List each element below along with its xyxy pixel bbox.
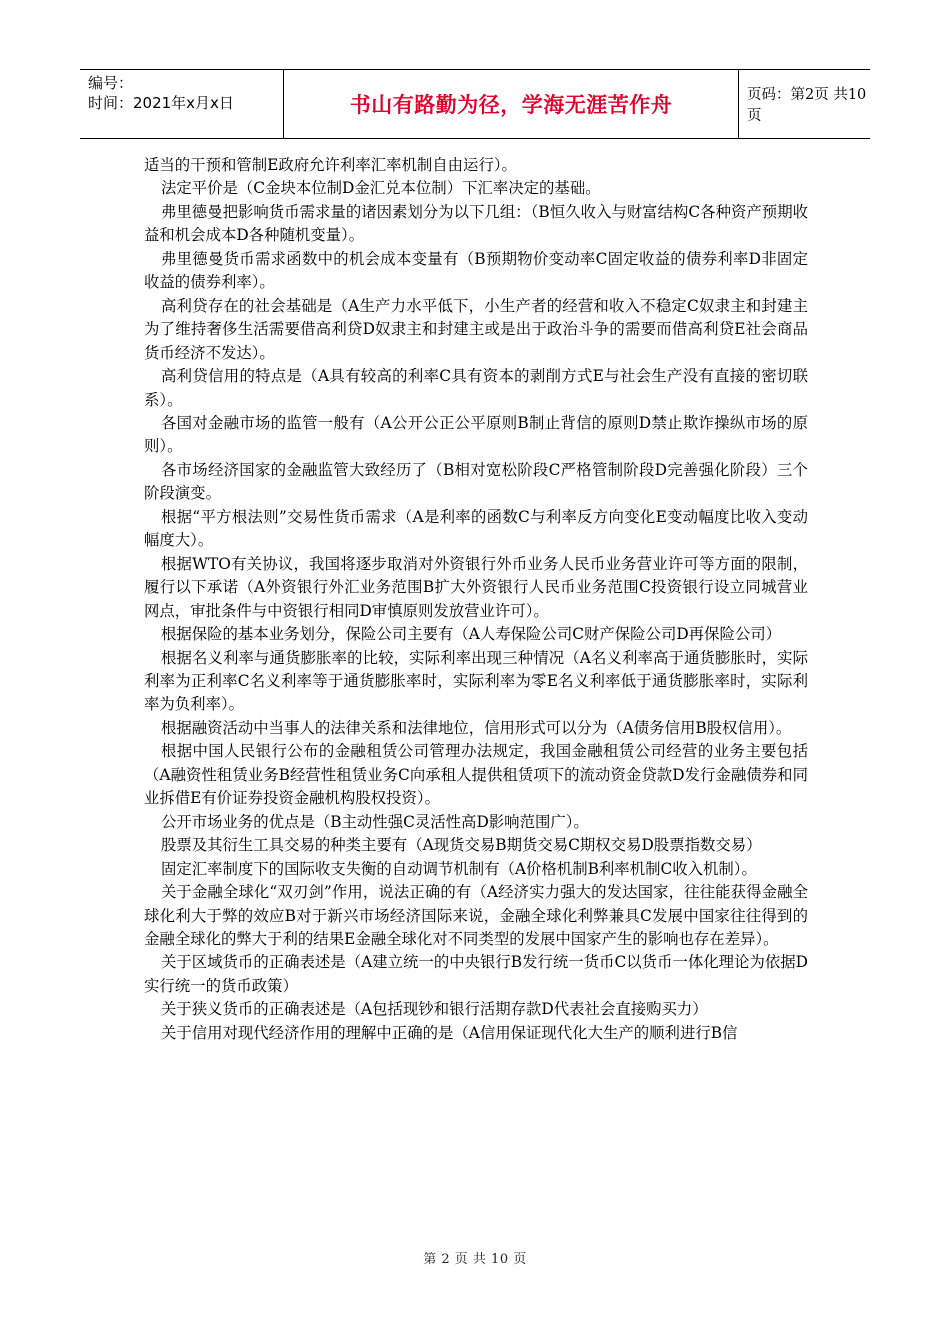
paragraph: 关于信用对现代经济作用的理解中正确的是（A信用保证现代化大生产的顺利进行B信 xyxy=(160,1023,738,1042)
page-header xyxy=(80,69,870,139)
paragraph: 根据“平方根法则”交易性货币需求（A是利率的函数C与利率反方向变化E变动幅度比收入变动幅度大）。 xyxy=(144,507,808,550)
paragraph: 根据融资活动中当事人的法律关系和法律地位，信用形式可以分为（A债务信用B股权信用）。 xyxy=(160,718,792,737)
paragraph: 股票及其衍生工具交易的种类主要有（A现货交易B期货交易C期权交易D股票指数交易） xyxy=(160,836,762,855)
paragraph: 根据中国人民银行公布的金融租赁公司管理办法规定，我国金融租赁公司经营的业务主要包括（A融资性租赁业务B经营性租赁业务C向承租人提供租赁项下的流动资金贷款D发行金融债券和同业拆借E有价证券投资金融机构股权投资）。 xyxy=(144,742,808,808)
paragraph: 公开市场业务的优点是（B主动性强C灵活性高D影响范围广）。 xyxy=(160,812,589,831)
paragraph: 高利贷存在的社会基础是（A生产力水平低下，小生产者的经营和收入不稳定C奴隶主和封建主为了维持奢侈生活需要借高利贷D奴隶主和封建主或是出于政治斗争的需要而借高利贷E社会商品货币经济不发达）。 xyxy=(144,296,808,362)
paragraph: 根据WTO有关协议，我国将逐步取消对外资银行外币业务人民币业务营业许可等方面的限制，履行以下承诺（A外资银行外汇业务范围B扩大外资银行人民币业务范围C投资银行设立同城营业网点，审批条件与中资银行相同D审慎原则发放营业许可）。 xyxy=(144,554,808,620)
header-page-info: 页码：第2页 共10页 xyxy=(747,87,867,124)
paragraph: 弗里德曼把影响货币需求量的诸因素划分为以下几组：（B恒久收入与财富结构C各种资产预期收益和机会成本D各种随机变量）。 xyxy=(144,202,808,245)
paragraph: 弗里德曼货币需求函数中的机会成本变量有（B预期物价变动率C固定收益的债券利率D非固定收益的债券利率）。 xyxy=(144,249,808,292)
paragraph: 关于区域货币的正确表述是（A建立统一的中央银行B发行统一货币C以货币一体化理论为依据D实行统一的货币政策） xyxy=(144,953,808,995)
paragraph: 固定汇率制度下的国际收支失衡的自动调节机制有（A价格机制B利率机制C收入机制）。 xyxy=(160,859,757,878)
paragraph: 根据保险的基本业务划分，保险公司主要有（A人寿保险公司C财产保险公司D再保险公司） xyxy=(160,625,782,644)
paragraph: 各国对金融市场的监管一般有（A公开公正公平原则B制止背信的原则D禁止欺诈操纵市场的原则）。 xyxy=(144,413,808,456)
page-footer: 第 2 页 共 10 页 xyxy=(423,1252,527,1267)
document-date: 时间：2021年x月x日 xyxy=(88,94,234,112)
paragraph: 根据名义利率与通货膨胀率的比较，实际利率出现三种情况（A名义利率高于通货膨胀时，实际利率为正利率C名义利率等于通货膨胀率时，实际利率为零E名义利率低于通货膨胀率时，实际利率为负利率）。 xyxy=(144,648,808,714)
paragraph: 法定平价是（C金块本位制D金汇兑本位制）下汇率决定的基础。 xyxy=(160,179,601,198)
paragraph: 关于金融全球化“双刃剑”作用，说法正确的有（A经济实力强大的发达国家，往往能获得金融全球化利大于弊的效应B对于新兴市场经济国际来说，金融全球化利弊兼具C发展中国家往往得到的金融全球化的弊大于利的结果E金融全球化对不同类型的发展中国家产生的影响也存在差异）。 xyxy=(144,883,808,948)
paragraph: 适当的干预和管制E政府允许利率汇率机制自由运行）。 xyxy=(144,156,517,174)
header-motto: 书山有路勤为径，学海无涯苦作舟 xyxy=(284,70,739,138)
header-meta xyxy=(80,70,284,138)
document-number: 编号： xyxy=(88,74,134,92)
paragraph: 各市场经济国家的金融监管大致经历了（B相对宽松阶段C严格管制阶段D完善强化阶段）三个阶段演变。 xyxy=(144,460,808,503)
document-body xyxy=(144,154,808,1045)
paragraph: 高利贷信用的特点是（A具有较高的利率C具有资本的剥削方式E与社会生产没有直接的密切联系）。 xyxy=(144,367,808,409)
paragraph: 关于狭义货币的正确表述是（A包括现钞和银行活期存款D代表社会直接购买力） xyxy=(160,1000,708,1019)
